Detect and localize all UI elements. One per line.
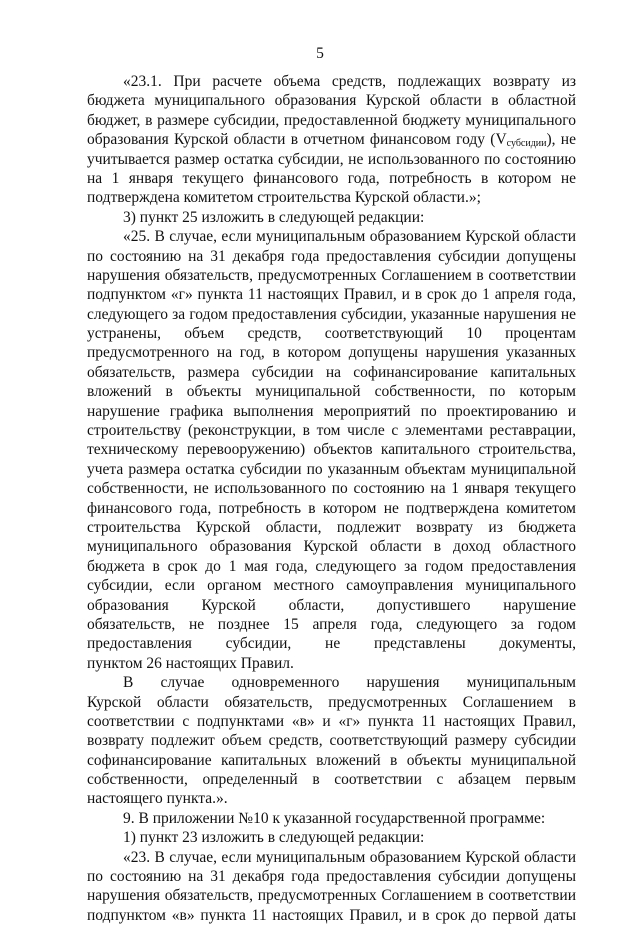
text-line [87,72,576,91]
text-line-content: пунктом 26 настоящих Правил. [87,654,294,672]
text-line-content: ), не [546,131,576,149]
text-line [87,731,576,750]
text-line [87,266,576,285]
text-line-content: возврату подлежит объем средств, соответствующий размеру субсидии [87,732,576,750]
text-line [87,91,576,110]
text-line-content: образования Курской области, допустившего нарушение [87,596,576,614]
text-line [87,130,576,149]
text-line-content: финансового года, потребность в котором не подтверждена комитетом [87,499,576,517]
text-line-content: устранены, объем средств, соответствующий 10 процентам [87,325,576,343]
text-line-content: 3) пункт 25 изложить в следующей редакции: [123,208,425,226]
text-line [87,402,576,421]
text-line-content: строительства Курской области, подлежит возврату из бюджета [87,518,576,536]
text-line-content: образования Курской области в отчетном финансовом году (V [87,131,507,149]
text-line [87,169,576,188]
text-line-content: «25. В случае, если муниципальным образованием Курской области [123,228,576,246]
text-line-content: нарушения обязательств, предусмотренных Соглашением в соответствии [87,887,576,905]
text-line-content: учитывается размер остатка субсидии, не использованного по состоянию [87,150,576,168]
text-line [87,576,576,595]
text-line-content: обязательств, не позднее 15 апреля года, следующего за годом [87,615,576,633]
subscript: субсидии [506,138,547,150]
text-line [87,150,576,169]
text-line [87,712,576,731]
text-line [87,111,576,130]
text-line [87,828,576,847]
text-line [87,188,576,207]
text-line-content: бюджета муниципального образования Курской области в областной [87,92,576,110]
text-line-content: по состоянию на 31 декабря года предоставления субсидии допущены [87,868,576,886]
text-line-content: предоставления субсидии, не представлены документы, [87,635,576,653]
text-line-content: подтверждена комитетом строительства Курской области.»; [87,189,481,207]
text-line [87,789,576,808]
text-line [87,615,576,634]
text-line [87,809,576,828]
text-line [87,693,576,712]
text-line-content: субсидии, если органом местного самоуправления муниципального [87,577,576,595]
text-line [87,673,576,692]
text-line [87,848,576,867]
text-line [87,421,576,440]
text-line [87,596,576,615]
text-line [87,499,576,518]
text-line [87,654,576,673]
text-line-content: бюджета в срок до 1 мая года, следующего за годом предоставления [87,557,576,575]
text-line-content: по состоянию на 31 декабря года предоставления субсидии допущены [87,247,576,265]
text-line [87,324,576,343]
document-body [87,72,576,925]
text-line-content: вложений в объекты муниципальной собственности, по которым [87,383,576,401]
text-line [87,305,576,324]
text-line-content: обязательств, размера субсидии на софинансирование капитальных [87,363,576,381]
text-line-content: предусмотренного на год, в котором допущены нарушения указанных [87,344,576,362]
text-line [87,886,576,905]
text-line [87,382,576,401]
text-line-content: на 1 января текущего финансового года, потребность в котором не [87,169,576,187]
text-line-content: В случае одновременного нарушения муниципальным [123,674,576,692]
text-line [87,208,576,227]
text-line-content: следующего за годом предоставления субсидии, указанные нарушения не [87,305,576,323]
text-line-content: софинансирование капитальных вложений в объекты муниципальной [87,751,576,769]
text-line [87,460,576,479]
text-line-content: бюджет, в размере субсидии, предоставленной бюджету муниципального [87,111,576,129]
text-line-content: учета размера остатка субсидии по указанным объектам муниципальной [87,460,576,478]
text-line [87,557,576,576]
text-line-content: Курской области обязательств, предусмотренных Соглашением в [87,693,576,711]
text-line [87,227,576,246]
text-line-content: собственности, определенный в соответствии с абзацем первым [87,771,576,789]
text-line [87,285,576,304]
text-line [87,247,576,266]
text-line [87,906,576,925]
text-line [87,343,576,362]
text-line [87,363,576,382]
text-line-content: собственности, не использованного по состоянию на 1 января текущего [87,480,576,498]
text-line [87,770,576,789]
text-line-content: нарушения обязательств, предусмотренных Соглашением в соответствии [87,266,576,284]
text-line [87,751,576,770]
text-line-content: «23.1. При расчете объема средств, подлежащих возврату из [123,73,576,90]
text-line-content: подпунктом «в» пункта 11 настоящих Правил, и в срок до первой даты [87,906,576,924]
text-line-content: нарушение графика выполнения мероприятий по проектированию и [87,402,576,420]
text-line [87,537,576,556]
text-line-content: «23. В случае, если муниципальным образованием Курской области [123,848,576,866]
text-line-content: настоящего пункта.». [87,790,228,808]
text-line [87,634,576,653]
text-line [87,479,576,498]
text-line-content: муниципального образования Курской области в доход областного [87,538,576,556]
text-line [87,867,576,886]
text-line-content: соответствии с подпунктами «в» и «г» пункта 11 настоящих Правил, [87,712,576,730]
text-line-content: подпунктом «г» пункта 11 настоящих Правил, и в срок до 1 апреля года, [87,286,576,304]
text-line-content: строительству (реконструкции, в том числе с элементами реставрации, [87,422,576,440]
text-line-content: техническому перевооружению) объектов капитального строительства, [87,441,576,459]
text-line-content: 9. В приложении №10 к указанной государственной программе: [123,809,546,827]
text-line-content: 1) пункт 23 изложить в следующей редакции: [123,829,425,847]
text-line [87,518,576,537]
text-line [87,440,576,459]
page-number: 5 [316,45,324,62]
